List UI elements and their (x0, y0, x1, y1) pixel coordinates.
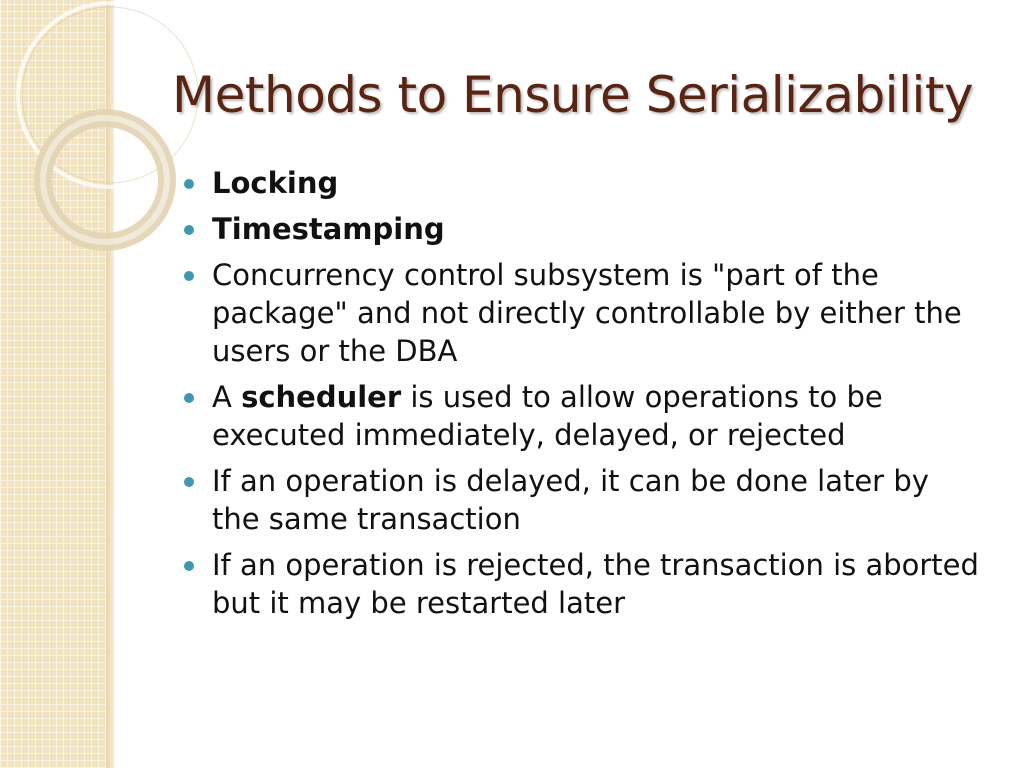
bullet-dot-icon (184, 179, 194, 189)
bullet-item (182, 164, 982, 202)
bullet-dot-icon (184, 225, 194, 235)
bullet-item (182, 256, 982, 370)
bullet-dot-icon (184, 393, 194, 403)
bullet-text: If an operation is rejected, the transaction is aborted but it may be restarted later (212, 548, 979, 620)
bullet-text: Locking (212, 166, 339, 200)
bullet-text: Timestamping (212, 212, 445, 246)
bullet-item (182, 210, 982, 248)
bullet-text-prefix: A (212, 380, 242, 414)
bullet-text-suffix: is used to allow operations to be executed immediately, delayed, or rejected (212, 380, 883, 452)
bullet-dot-icon (184, 477, 194, 487)
bullet-dot-icon (184, 561, 194, 571)
slide-title: Methods to Ensure Serializability (172, 66, 974, 124)
bullet-text: If an operation is delayed, it can be done later by the same transaction (212, 464, 929, 536)
decorative-rings-icon (0, 0, 200, 260)
bullet-item (182, 546, 982, 622)
bullet-text-emphasis: scheduler (241, 380, 402, 414)
bullet-dot-icon (184, 271, 194, 281)
bullet-text: Concurrency control subsystem is "part of the package" and not directly controllable by either the users or the DBA (212, 258, 962, 368)
bullet-list (182, 164, 982, 630)
bullet-item (182, 378, 982, 454)
bullet-item (182, 462, 982, 538)
